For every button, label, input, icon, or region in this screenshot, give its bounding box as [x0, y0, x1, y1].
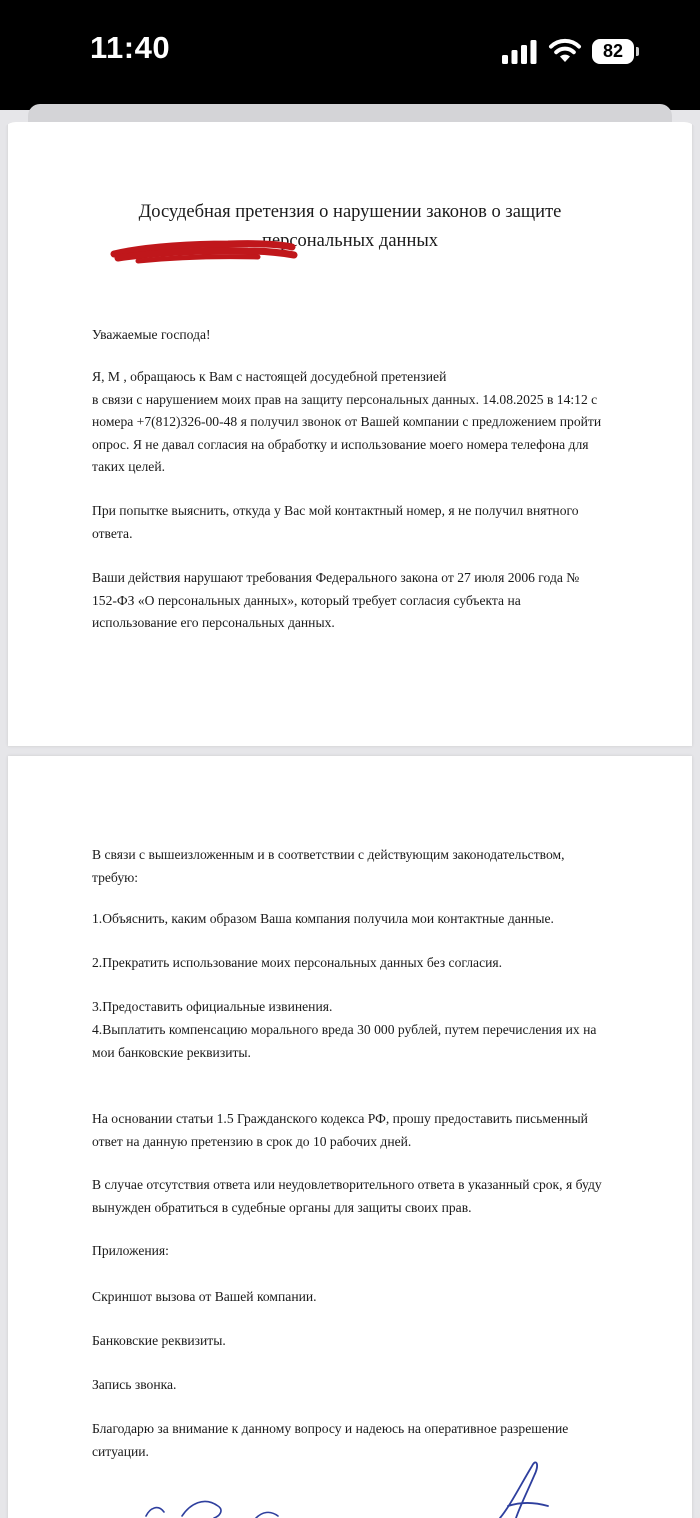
title-line: персональных данных: [261, 231, 439, 251]
response-request: [92, 1108, 632, 1153]
text-line: В связи с вышеизложенным и в соответствии с действующим законодательством,: [92, 847, 565, 862]
document-viewer[interactable]: [0, 122, 700, 1518]
battery-level: 82: [592, 39, 634, 64]
demands-intro: [92, 844, 632, 889]
status-bar: [0, 0, 700, 110]
text-line: вынужден обратиться в судебные органы для защиты своих прав.: [92, 1199, 472, 1215]
paragraph-incident: [92, 366, 632, 479]
text-line: опрос. Я не давал согласия на обработку и использование моего номера телефона для: [92, 436, 589, 452]
text-line: ситуации.: [92, 1443, 149, 1459]
text-line: В случае отсутствия ответа или неудовлетворительного ответа в указанный срок, я буду: [92, 1177, 602, 1192]
redaction-mark: [108, 238, 298, 264]
demand-item-1: 1.Объяснить, каким образом Ваша компания получила мои контактные данные.: [92, 911, 554, 926]
text-line: 4.Выплатить компенсацию морального вреда 30 000 рублей, путем перечисления их на: [92, 1022, 597, 1037]
battery-cap: [636, 47, 639, 56]
battery-icon: [592, 39, 640, 64]
status-time: 11:40: [90, 30, 171, 65]
text-line: мои банковские реквизиты.: [92, 1044, 251, 1060]
signal-icon: [502, 40, 538, 64]
attachment-item: Скриншот вызова от Вашей компании.: [92, 1289, 317, 1304]
text-line: Ваши действия нарушают требования Федерального закона от 27 июля 2006 года №: [92, 570, 580, 585]
text-line: номера +7(812)326-00-48 я получил звонок от Вашей компании с предложением пройти: [92, 414, 602, 429]
signature-image: [120, 1446, 580, 1518]
text-line: использование его персональных данных.: [92, 615, 335, 630]
document-page-2[interactable]: [8, 756, 692, 1518]
text-line: На основании статьи 1.5 Гражданского кодекса РФ, прошу предоставить письменный: [92, 1111, 588, 1126]
paragraph-inquiry: [92, 500, 632, 545]
text-line: требую:: [92, 869, 139, 885]
attachment-item: Запись звонка.: [92, 1377, 177, 1392]
paragraph-law: [92, 567, 632, 635]
text-line: 152-ФЗ «О персональных данных», который требует согласия субъекта на: [92, 592, 521, 608]
document-page-1[interactable]: [8, 122, 692, 746]
attachment-item: Банковские реквизиты.: [92, 1333, 226, 1348]
demand-item-2: 2.Прекратить использование моих персональных данных без согласия.: [92, 955, 503, 970]
text-line: Благодарю за внимание к данному вопросу и надеюсь на оперативное разрешение: [92, 1421, 569, 1436]
text-line: в связи с нарушением моих прав на защиту персональных данных. 14.08.2025 в 14:12 с: [92, 391, 598, 407]
text-line: таких целей.: [92, 459, 166, 474]
greeting: Уважаемые господа!: [92, 327, 211, 342]
text-line: ответ на данную претензию в срок до 10 рабочих дней.: [92, 1133, 412, 1149]
title-line: Досудебная претензия о нарушении законов о защите: [138, 202, 562, 222]
text-line: ответа.: [92, 525, 133, 541]
text-line: Я, М , обращаюсь к Вам с настоящей досудебной претензией: [92, 369, 447, 384]
attachments-label: Приложения:: [92, 1243, 169, 1258]
text-line: При попытке выяснить, откуда у Вас мой контактный номер, я не получил внятного: [92, 503, 579, 518]
warning-paragraph: [92, 1174, 632, 1219]
demand-item-4: [92, 1019, 632, 1064]
wifi-icon: [548, 38, 582, 64]
demand-item-3: 3.Предоставить официальные извинения.: [92, 999, 333, 1014]
